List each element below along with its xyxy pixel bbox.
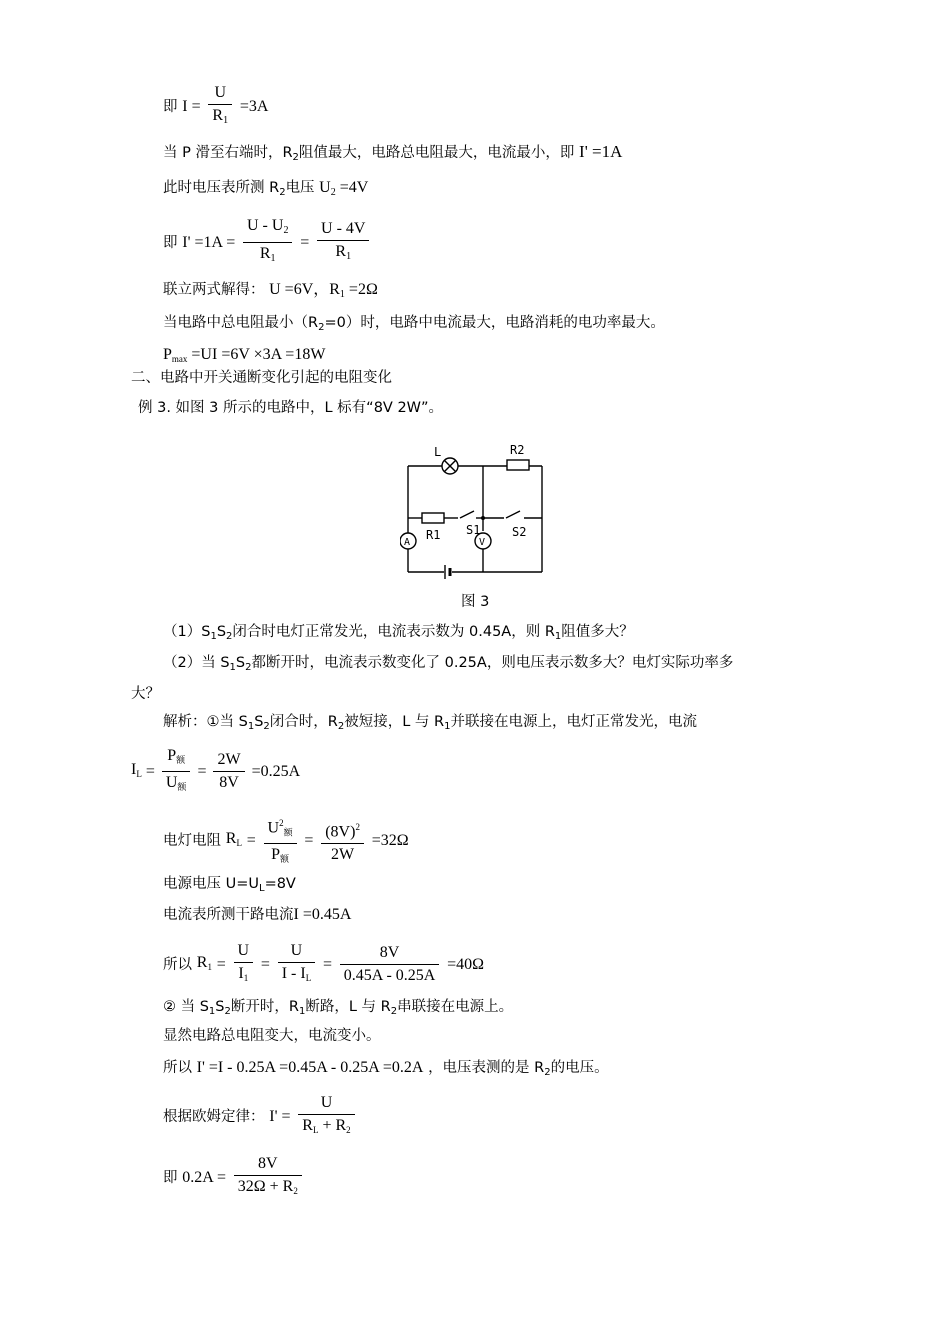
fraction: [298, 1092, 354, 1141]
fraction: [234, 1153, 302, 1202]
den-text: U: [165, 774, 178, 791]
fraction: [317, 218, 369, 268]
text: 串联接在电源上。: [397, 999, 514, 1015]
superscript: 2: [355, 822, 360, 832]
text: 闭合时，R: [269, 714, 338, 730]
math-text: R: [196, 953, 208, 971]
figure-caption: 图 3: [461, 594, 490, 610]
example-title: 例 3. 如图 3 所示的电路中，L 标有“8V 2W”。: [138, 400, 444, 416]
math-text: =4V: [339, 179, 369, 196]
subscript: 额: [283, 827, 293, 838]
fraction: [278, 940, 315, 989]
subscript: 额: [177, 782, 187, 792]
subscript: L: [136, 768, 142, 779]
equation-ohm: [163, 1092, 358, 1141]
math-text: =3A: [239, 98, 269, 115]
numerator: U - 4V: [317, 218, 369, 241]
text: S: [235, 655, 246, 671]
text: 电流表所测干路电流: [163, 907, 294, 923]
fraction: [234, 940, 254, 989]
math-text: R: [225, 830, 237, 848]
math-text: =2Ω: [348, 281, 378, 298]
subscript: 1: [339, 289, 345, 300]
equation-line-4: [163, 215, 372, 270]
subscript: 2: [292, 152, 299, 163]
text: （1）S: [163, 624, 211, 640]
subscript: 2: [390, 1006, 398, 1017]
subscript: 1: [208, 1006, 216, 1017]
subscript: 1: [243, 973, 249, 983]
text: 即: [163, 1169, 178, 1186]
text: 都断开时，电流表示数变化了 0.25A，则电压表示数多大？电灯实际功率多: [251, 655, 734, 671]
text: 的电压。: [550, 1060, 609, 1076]
equation-line-1: [163, 82, 268, 132]
text: ，电压表测的是 R: [428, 1060, 545, 1076]
math-text: =: [197, 762, 207, 780]
subscript: 2: [283, 225, 289, 236]
den-text: I - I: [281, 965, 306, 982]
text: 当 P 滑至右端时，R: [163, 145, 293, 161]
text: 被短接，L 与 R: [344, 714, 445, 730]
denominator: [278, 963, 315, 989]
den-text: P: [271, 846, 281, 864]
resistor-r1-symbol: [422, 513, 444, 523]
den-text: R: [212, 107, 224, 124]
denominator: [234, 1176, 302, 1202]
text: 电源电压 U=U: [163, 876, 259, 892]
fraction: [213, 749, 244, 794]
label-voltmeter: V: [479, 537, 486, 548]
text: 断开时，R: [230, 999, 299, 1015]
numerator: U: [278, 940, 315, 963]
math-text: =: [246, 832, 256, 850]
label-r1: R1: [426, 528, 441, 542]
math-text: =UI =6V ×3A =18W: [191, 346, 326, 363]
equation-il: [131, 745, 300, 798]
text: S: [216, 624, 227, 640]
subscript: 额: [280, 854, 290, 865]
current-result-line: [163, 1058, 609, 1083]
numerator: U: [234, 940, 254, 963]
text: S: [215, 999, 225, 1015]
denominator: 2W: [331, 846, 355, 864]
superscript: 2: [279, 818, 284, 828]
ammeter-line: [163, 905, 351, 925]
num-text: U: [267, 819, 280, 837]
question-1: [163, 622, 634, 647]
numerator: 8V: [234, 1153, 302, 1176]
label-ammeter: A: [404, 537, 411, 548]
fraction: [321, 816, 364, 866]
subscript: 2: [224, 1006, 231, 1017]
subscript: 2: [245, 662, 252, 673]
text: =0）时，电路中电流最大，电路消耗的电功率最大。: [324, 315, 665, 331]
subscript: max: [171, 354, 188, 364]
subscript: 额: [176, 755, 186, 765]
equation-r1: [163, 940, 484, 989]
math-text: U: [319, 179, 331, 196]
math-text: U =6V，R: [269, 281, 340, 298]
text-line-5: [163, 280, 378, 305]
den-text: R: [302, 1117, 313, 1134]
subscript: 2: [330, 187, 336, 198]
analysis-line: [163, 712, 697, 737]
denominator: [234, 963, 254, 989]
text: 电压: [285, 180, 315, 196]
source-voltage-line: [163, 874, 296, 899]
text: 根据欧姆定律：: [163, 1108, 265, 1125]
denominator: [208, 105, 232, 132]
math-text: I' =: [269, 1107, 291, 1125]
denominator: [317, 241, 369, 268]
section-heading: 二、电路中开关通断变化引起的电阻变化: [131, 370, 392, 386]
numerator: [162, 745, 191, 772]
math-text: I =0.45A: [293, 906, 352, 923]
math-text: =: [145, 762, 155, 780]
numerator: 8V: [340, 942, 440, 965]
subscript: 2: [293, 1186, 298, 1196]
text: 即: [163, 99, 178, 115]
label-s2: S2: [512, 525, 527, 539]
text: 所以: [163, 956, 192, 973]
math-text: =32Ω: [371, 832, 409, 850]
subscript: 1: [554, 631, 562, 642]
math-text: =40Ω: [447, 955, 485, 973]
subscript: 2: [346, 1125, 351, 1135]
text: 断路，L 与 R: [305, 999, 391, 1015]
text: =8V: [264, 876, 296, 892]
fraction: [208, 82, 232, 132]
numerator: U: [208, 82, 232, 105]
subscript: 1: [207, 961, 212, 972]
switch-s2-symbol: [506, 511, 520, 518]
text: 阻值多大？: [561, 624, 634, 640]
math-text: =: [304, 832, 314, 850]
obvious-line: 显然电路总电阻变大，电流变小。: [163, 1028, 381, 1044]
den-text: R: [259, 245, 271, 262]
subscript: L: [312, 1125, 319, 1135]
math-text: I' =I - 0.25A =0.45A - 0.25A =0.2A: [196, 1059, 424, 1076]
text: 当电路中总电阻最小（R: [163, 315, 319, 331]
text: ② 当 S: [163, 999, 209, 1015]
text: 此时电压表所测 R: [163, 180, 280, 196]
math-text: 0.2A =: [182, 1168, 226, 1186]
text: 联立两式解得：: [163, 282, 265, 298]
text-line-6: [163, 313, 665, 338]
subscript: 1: [346, 250, 352, 262]
equation-last: [163, 1153, 305, 1202]
resistor-r2-symbol: [507, 460, 529, 470]
subscript: 2: [263, 721, 270, 732]
subscript: 1: [210, 631, 217, 642]
math-text: =: [260, 955, 270, 973]
den-text: R: [335, 242, 347, 260]
text-line-2: [163, 142, 622, 168]
denominator: 8V: [219, 774, 239, 791]
numerator: [243, 215, 292, 243]
text: 所以: [163, 1060, 192, 1076]
fraction: [340, 942, 440, 987]
denominator: [298, 1115, 354, 1141]
subscript: L: [236, 838, 242, 849]
label-l: L: [434, 445, 442, 459]
label-s1: S1: [466, 523, 481, 537]
circuit-diagram: [400, 435, 550, 580]
math-text: I =: [182, 98, 201, 115]
math-text: I' =1A =: [182, 233, 236, 251]
denominator: [243, 243, 292, 270]
text: 电灯电阻: [163, 833, 221, 850]
subscript: 1: [298, 1006, 306, 1017]
text: 闭合时电灯正常发光，电流表示数为 0.45A，则 R: [232, 624, 555, 640]
math-text: =: [322, 955, 332, 973]
numerator: [321, 816, 364, 844]
text: （2）当 S: [163, 655, 230, 671]
fraction: [264, 812, 297, 870]
text-line-3: [163, 178, 368, 203]
math-text: =0.25A: [251, 762, 301, 780]
subscript: 1: [229, 662, 236, 673]
question-2: [163, 653, 733, 678]
num-text: U - U: [247, 217, 284, 234]
math-text: P: [163, 346, 172, 363]
subscript: 1: [247, 721, 255, 732]
text: 并联接在电源上，电灯正常发光，电流: [450, 714, 697, 730]
equation-line-7: [163, 345, 325, 369]
text: 即: [163, 234, 178, 251]
subscript: L: [305, 973, 312, 983]
numerator: 2W: [213, 749, 244, 772]
denominator: [264, 844, 297, 870]
subscript: 1: [444, 721, 451, 732]
switch-s1-symbol: [460, 511, 474, 518]
subscript: 2: [279, 187, 286, 198]
math-text: I' =1A: [579, 142, 623, 161]
math-text: =: [216, 955, 226, 973]
equation-rl: [163, 812, 409, 870]
subscript: 2: [226, 631, 233, 642]
den-text: + R: [318, 1117, 347, 1134]
den-text: I: [238, 965, 244, 982]
numerator: [264, 812, 297, 844]
subscript: L: [258, 883, 265, 894]
question-2-cont: 大？: [131, 686, 160, 702]
text: 阻值最大，电路总电阻最大，电流最小，即: [298, 145, 575, 161]
open-switch-line: [163, 997, 513, 1022]
den-text: 32Ω + R: [237, 1178, 294, 1195]
math-text: I: [131, 760, 137, 778]
text: 解析：①当 S: [163, 714, 248, 730]
fraction: [243, 215, 292, 270]
math-text: =: [300, 233, 310, 251]
denominator: [162, 772, 191, 798]
subscript: 1: [270, 253, 276, 264]
subscript: 2: [544, 1067, 551, 1078]
num-text: P: [167, 747, 177, 764]
numerator: U: [298, 1092, 354, 1115]
text: S: [254, 714, 264, 730]
fraction: [162, 745, 191, 798]
subscript: 1: [223, 115, 229, 126]
denominator: 0.45A - 0.25A: [343, 967, 436, 984]
subscript: 2: [318, 322, 325, 333]
subscript: 2: [337, 721, 345, 732]
num-text: (8V): [325, 823, 356, 841]
label-r2: R2: [510, 443, 525, 457]
